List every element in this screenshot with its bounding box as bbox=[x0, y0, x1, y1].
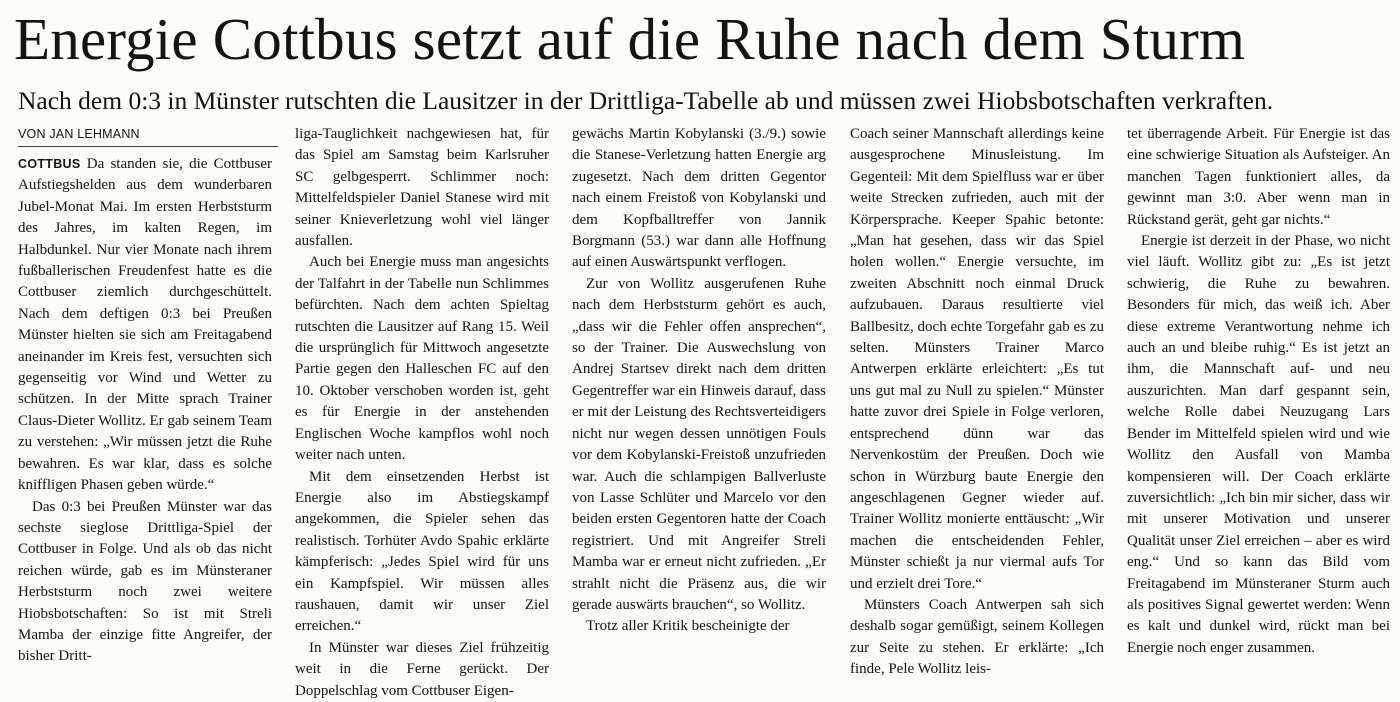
paragraph: gewächs Martin Kobylanski (3./9.) sowie die Stanese-Verletzung hatten Energie arg zugesetzt. Nach dem dritten Gegentor nach einem Freistoß von Kobylanski und dem Kopfballtreffer von Jannik Borgmann (53.) war dann alle Hoffnung auf einen Auswärtspunkt verflogen. bbox=[572, 126, 826, 271]
paragraph bbox=[18, 154, 272, 497]
article-column-4 bbox=[850, 124, 1104, 681]
paragraph: tet überragende Arbeit. Für Energie ist das eine schwierige Situation als Aufsteiger. An manchen Tagen funktioniert alles, da gewinnt man 3:0. Aber wenn man in Rückstand gerät, geht gar nichts.“ bbox=[1127, 126, 1390, 228]
paragraph: Trotz aller Kritik bescheinigte der bbox=[586, 618, 790, 635]
paragraph: Coach seiner Mannschaft allerdings keine ausgesprochene Minusleistung. Im Gegenteil: Mit dem Spielfluss war er über weite Strecken zufrieden, auch mit der Körpersprache. Keeper Spahic betonte: „Man hat gesehen, dass wir das Spiel holen wollen.“ Energie versuchte, im zweiten Abschnitt noch einmal Druck aufzubauen. Daraus resultierte viel Ballbesitz, doch echte Torgefahr gab es zu selten. Münsters Trainer Marco Antwerpen erklärte erleichtert: „Es tut uns gut mal zu Null zu spielen.“ Münster hatte zuvor drei Spiele in Folge verloren, entsprechend dünn war das Nervenkostüm der Preußen. Doch wie schon in Würzburg baute Energie den angeschlagenen Gegner wieder auf. Trainer Wollitz monierte enttäuscht: „Wir machen die entscheidenden Fehler, Münster schießt ja nur viermal aufs Tor und erzielt drei Tore.“ bbox=[850, 126, 1104, 592]
article-subheadline: Nach dem 0:3 in Münster rutschten die Lausitzer in der Drittliga-Tabelle ab und müssen zwei Hiobsbotschaften verkraften. bbox=[18, 86, 1274, 115]
paragraph: Zur von Wollitz ausgerufenen Ruhe nach dem Herbststurm gehört es auch, „dass wir die Fehler offen ansprechen“, so der Trainer. Die Auswechslung von Andrej Startsev direkt nach dem dritten Gegentreffer war ein Hinweis darauf, dass er mit der Leistung des Rechtsverteidigers nicht nur wegen dessen unnötigen Fouls vor dem Kobylanski-Freistoß unzufrieden war. Auch die schlampigen Ballverluste von Lasse Schlüter und Marcelo vor den beiden ersten Gegentoren hatte der Coach registriert. Und mit Angreifer Streli Mamba war er erneut nicht zufrieden. „Er strahlt nicht die Präsenz aus, die wir gerade auswärts brauchen“, so Wollitz. bbox=[572, 275, 826, 613]
paragraph: Energie ist derzeit in der Phase, wo nicht viel läuft. Wollitz gibt zu: „Es ist jetzt schwierig, die Ruhe zu bewahren. Besonders für mich, das weiß ich. Aber diese extreme Verantwortung nehme ich auch an und bleibe ruhig.“ Es ist jetzt an ihm, die Mannschaft auf- und neu auszurichten. Man darf gespannt sein, welche Rolle dabei Neuzugang Lars Bender im Mittelfeld spielen wird und wie Wollitz den Ausfall von Mamba kompensieren will. Der Coach erklärte zuversichtlich: „Ich bin mir sicher, dass wir mit unserer Motivation und unserer Qualität unser Ziel erreichen – aber es wird eng.“ Und so kann das Bild vom Freitagabend im Münsteraner Sturm auch als positives Signal gewertet werden: Wenn es kalt und dunkel wird, rückt man bei Energie noch enger zusammen. bbox=[1127, 233, 1390, 656]
article-column-1 bbox=[18, 154, 272, 668]
paragraph: Mit dem einsetzenden Herbst ist Energie also im Abstiegskampf angekommen, die Spieler sehen das realistisch. Torhüter Avdo Spahic erklärte kämpferisch: „Jedes Spiel wird für uns ein Kampfspiel. Wir müssen alles raushauen, damit wir unser Ziel erreichen.“ bbox=[295, 468, 549, 635]
paragraph-text: Da standen sie, die Cottbuser Aufstiegshelden aus dem wunderbaren Jubel-Monat Mai. Im ersten Herbststurm des Jahres, im kalten Regen, im Halbdunkel. Nur vier Monate nach ihrem fußballerischen Freudenfest hatte es die Cottbuser ziemlich durchgeschüttelt. Nach dem deftigen 0:3 bei Preußen Münster hielten sie sich am Freitagabend aneinander im Kreis fest, versuchten sich gegenseitig vor Wind und Wetter zu schützen. In der Mitte sprach Trainer Claus-Dieter Wollitz. Er gab seinem Team zu verstehen: „Wir müssen jetzt die Ruhe bewahren. Es war klar, dass es solche kniffligen Phasen geben würde.“ bbox=[18, 156, 272, 494]
article-headline: Energie Cottbus setzt auf die Ruhe nach dem Sturm bbox=[14, 6, 1246, 72]
paragraph: In Münster war dieses Ziel frühzeitig weit in die Ferne gerückt. Der Doppelschlag vom Cottbuser Eigen- bbox=[295, 639, 549, 699]
paragraph: Münsters Coach Antwerpen sah sich deshalb sogar gemüßigt, seinem Kollegen zur Seite zu stehen. Er erklärte: „Ich finde, Pele Wollitz leis- bbox=[850, 596, 1104, 678]
article-dateline: COTTBUS bbox=[18, 157, 81, 171]
article-column-5 bbox=[1127, 124, 1390, 659]
paragraph: Das 0:3 bei Preußen Münster war das sechste sieglose Drittliga-Spiel der Cottbuser in Folge. Und als ob das nicht reichen würde, gab es im Münsteraner Herbststurm noch zwei weitere Hiobsbotschaften: So ist mit Streli Mamba der einzige fitte Angreifer, der bisher Dritt- bbox=[18, 498, 272, 665]
article-column-2 bbox=[295, 124, 549, 702]
paragraph: liga-Tauglichkeit nachgewiesen hat, für das Spiel am Samstag beim Karlsruher SC gelbgesperrt. Schlimmer noch: Mittelfeldspieler Daniel Stanese wird mit seiner Knieverletzung wohl viel länger ausfallen. bbox=[295, 126, 549, 250]
article-column-3 bbox=[572, 124, 826, 638]
paragraph: Auch bei Energie muss man angesichts der Talfahrt in der Tabelle nun Schlimmes befürchten. Nach dem achten Spieltag rutschten die Lausitzer auf Rang 15. Weil die ursprünglich für Mittwoch angesetzte Partie gegen den Halleschen FC auf den 10. Oktober verschoben worden ist, geht es für Energie in der anstehenden Englischen Woche kampflos wohl noch weiter nach unten. bbox=[295, 254, 549, 464]
article-byline: VON JAN LEHMANN bbox=[18, 126, 278, 147]
